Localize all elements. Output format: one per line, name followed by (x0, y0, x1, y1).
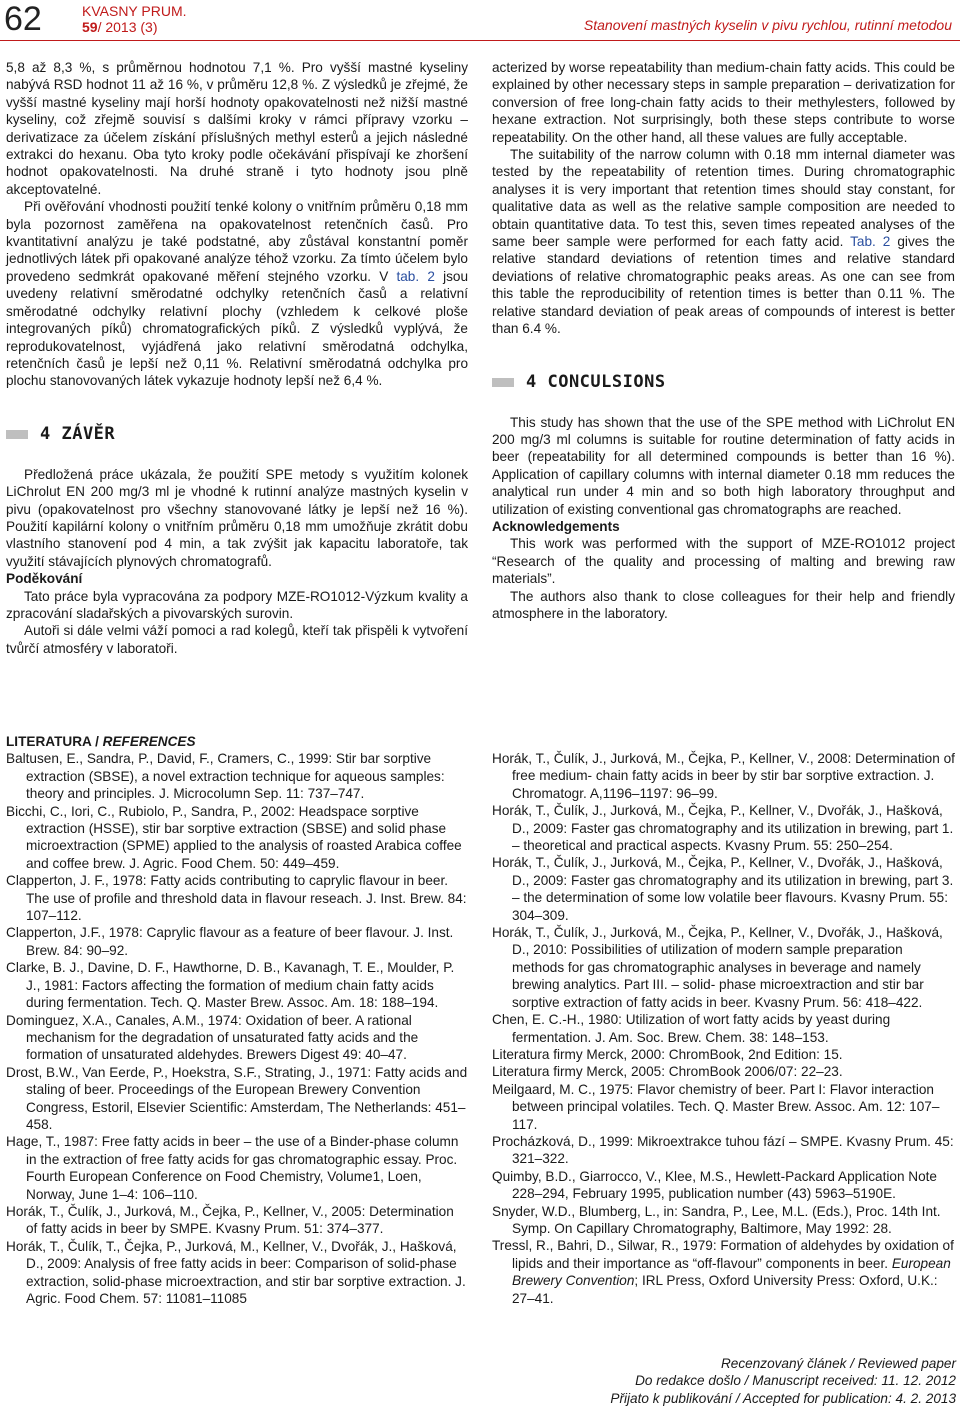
references-left (6, 733, 468, 1307)
reference-item: Horák, T., Čulík, J., Jurková, M., Čejka, P., Kellner, V., 2008: Determination of free medium- chain fatty acids in beer by stir bar sorptive extraction. J. Chromatogr. A,1196–1197: 96–99. (492, 751, 955, 801)
reference-item: Horák, T., Čulík, J., Jurková, M., Čejka, P., Kellner, V., 2005: Determination of fatty acids in beer by SMPE. Kvasny Prum. 51: 374–377. (6, 1203, 454, 1237)
reference-item: Dominguez, X.A., Canales, A.M., 1974: Oxidation of beer. A rational mechanism for the degradation of unsaturated fatty acids and the formation of unsaturated aldehydes. Brewers Digest 49: 40–47. (6, 1012, 419, 1063)
reference-item: Clapperton, J. F., 1978: Fatty acids contributing to caprylic flavour in beer. The use of profile and threshold data in flavour reseach. J. Inst. Brew. 84: 107–112. (6, 873, 467, 924)
references-title-en: REFERENCES (102, 734, 196, 749)
left-section-heading (6, 424, 468, 446)
left-paragraph-4: Tato práce byla vypracována za podpory MZE-RO1012-Výzkum kvality a zpracování sladařských a pivovarských surovin. (6, 588, 468, 621)
reference-item: Hage, T., 1987: Free fatty acids in beer – the use of a Binder-phase column in the extraction of free fatty acids for gas chromatographic essay. Proc. Fourth European Conference on Food Chemistry, Volume1, Loen, Norway, June 1–4: 106–110. (6, 1134, 459, 1202)
right-section-title: 4 CONCULSIONS (526, 371, 666, 392)
header-rule (0, 40, 960, 41)
reference-item: Baltusen, E., Sandra, P., David, F., Cramers, C., 1999: Stir bar sorptive extraction (SBSE), a novel extraction technique for aqueous samples: theory and principles. J. Microcolumn Sep. 11: 737–747. (6, 751, 445, 802)
journal-issue (82, 19, 187, 35)
review-footer (610, 1355, 956, 1407)
reference-item: Literatura firmy Merck, 2000: ChromBook, 2nd Edition: 15. (492, 1046, 843, 1062)
right-section-heading (492, 372, 955, 394)
reference-item: Clarke, B. J., Davine, D. F., Hawthorne, D. B., Kavanagh, T. E., Moulder, P. J., 1981: Factors affecting the formation of medium chain fatty acids during fermentation. Tech. Q. Master Brew. Assoc. Am. 18: 188–194. (6, 960, 455, 1011)
right-paragraph-1: acterized by worse repeatability than medium-chain fatty acids. This could be explained by other necessary steps in sample preparation – derivatization for conversion of free long-chain fatty acids to their methylesters, followed by hexane extraction. Not surprisingly, both these steps contribute to worse repeatability. On the other hand, all these values are fully acceptable. (492, 60, 955, 145)
left-table-ref: tab. 2 (396, 268, 435, 284)
left-paragraph-1: 5,8 až 8,3 %, s průměrnou hodnotou 7,1 %. Pro vyšší mastné kyseliny nabývá RSD hodnot 11 až 16 %, v průměru 12,8 %. Z výsledků je zřejmé, že vyšší mastné kyseliny mají horší hodnoty opakovatelnosti než nižší mastné kyseliny, což zřejmě souvisí s dalšími kroky v rámci přípravy vzorku – derivatizace za účelem získání příslušných methyl esterů a jejich následné extrakci do hexanu. Oba tyto kroky podle očekávání přispívají ke zhoršení hodnot opakovatelnosti. Na druhé straně i tyto hodnoty jsou plně akceptovatelné. (6, 60, 468, 197)
reference-item: Chen, E. C.-H., 1980: Utilization of wort fatty acids by yeast during fermentation. J. Am. Soc. Brew. Chem. 38: 148–153. (492, 1012, 891, 1045)
right-column (492, 59, 955, 622)
journal-volume: 59 (82, 19, 98, 35)
reference-item: Horák, T., Čulík, J., Jurková, M., Čejka, P., Kellner, V., Dvořák, J., Hašková, D., 2009: Faster gas chromatography and its utilization in brewing, part 3. – the determination of some low volatile beer flavours. Kvasny Prum. 55: 304–309. (492, 855, 954, 923)
ref-last-text-a: Tressl, R., Bahri, D., Silwar, R., 1979: Formation of aldehydes by oxidation of lipids and their importance as “off-flavour” components in beer. (492, 1238, 954, 1271)
reference-item: Horák, T., Čulík, T., Čejka, P., Jurková, M., Kellner, V., Dvořák, J., Hašková, D., 2009: Analysis of free fatty acids in beer: Comparison of solid-phase extraction, solid-phase microextraction, and stir bar sorptive extraction. J. Agric. Food Chem. 57: 11081–11085 (6, 1238, 466, 1306)
left-column (6, 59, 468, 657)
footer-accepted: Přijato k publikování / Accepted for publication: 4. 2. 2013 (610, 1390, 956, 1406)
left-p2-text-a: Při ověřování vhodnosti použití tenké kolony o vnitřním průměru 0,18 mm byla pozornost zaměřena na opakovatelnost retenčních časů. Pro kvantitativní analýzu je také podstatné, aby zůstával konstantní poměr jednotlivých látek při opakované analýze téhož vzorku. Za tímto účelem bylo provedeno sedmkrát opakované měření stejného vzorku. V (6, 199, 468, 284)
footer-received: Do redakce došlo / Manuscript received: 11. 12. 2012 (635, 1373, 956, 1389)
journal-block (82, 3, 187, 35)
right-table-ref: Tab. 2 (850, 234, 891, 250)
reference-item: Procházková, D., 1999: Mikroextrakce tuhou fází – SMPE. Kvasny Prum. 45: 321–322. (492, 1133, 954, 1167)
left-paragraph-5: Autoři si dále velmi váží pomoci a rad kolegů, kteří tak přispěli k vytvoření tvůrčí atmosféry v laboratoři. (6, 623, 468, 656)
reference-item: Bicchi, C., Iori, C., Rubiolo, P., Sandra, P., 2002: Headspace sorptive extraction (HSSE), stir bar sorptive extraction (SBSE) and solid phase microextraction (SPME) applied to the analysis of roasted Arabica coffee and coffee brew. J. Agric. Food Chem. 50: 449–459. (6, 803, 462, 871)
running-title: Stanovení mastných kyselin v pivu rychlou, rutinní metodou (583, 17, 952, 33)
left-ack-title: Poděkování (6, 571, 83, 587)
reference-item: Drost, B.W., Van Eerde, P., Hoekstra, S.F., Strating, J., 1971: Fatty acids and staling of beer. Proceedings of the European Brewery Convention Congress, Estoril, Elsevier Scientific: Amsterdam, The Netherlands: 451–458. (6, 1064, 468, 1132)
reference-item-last (492, 1237, 955, 1307)
section-marker-icon (6, 430, 28, 439)
page-header (0, 0, 960, 40)
left-paragraph-2 (6, 198, 468, 389)
right-paragraph-5: The authors also thank to close colleagues for their help and friendly atmosphere in the laboratory. (492, 588, 955, 621)
right-ack-title: Acknowledgements (492, 518, 620, 534)
left-paragraph-3: Předložená práce ukázala, že použití SPE metody s využitím kolonek LiChrolut EN 200 mg/3 ml je vhodné k rutinní analýze mastných kyselin v pivu (opakovatelnost pro všechny stanovované látky je lepší než 16 %). Použití kapilární kolony o vnitřním průměru 0,18 mm umožňuje zkrátit dobu vlastního stanovení pod 4 min, a tak zvýšit jak kapacitu laboratoře, tak využití stávajících plynových chromatografů. (6, 466, 468, 569)
reference-item: Clapperton, J.F., 1978: Caprylic flavour as a feature of beer flavour. J. Inst. Brew. 84: 90–92. (6, 925, 454, 958)
journal-name: KVASNY PRUM. (82, 3, 187, 19)
left-p2-text-b: jsou uvedeny relativní směrodatné odchylky retenčních časů a relativní směrodatné odchylky relativní plochy (vzhledem k celkové ploše integrovaných píků) chromatografických píků. Z výsledků vyplývá, že reprodukovatelnost, vyjádřená jako relativní směrodatná odchylka, retenčních časů je lepší než 0,11 %. Relativní směrodatná odchylka pro plochu stanovovaných látek vykazuje hodnoty lepší než 6,4 %. (6, 268, 469, 389)
right-paragraph-2 (492, 146, 955, 337)
reference-item: Literatura firmy Merck, 2005: ChromBook 2006/07: 22–23. (492, 1064, 843, 1080)
right-paragraph-4: This work was performed with the support of MZE-RO1012 project “Research of the quality and processing of malting and brewing raw materials”. (492, 536, 955, 587)
references-title-cz: LITERATURA / (6, 734, 103, 749)
references-title (6, 733, 468, 750)
ref-last-text-b: ; IRL Press, Oxford University Press: Oxford, U.K.: 27–41. (512, 1273, 938, 1306)
footer-reviewed: Recenzovaný článek / Reviewed paper (720, 1356, 956, 1371)
right-paragraph-3: This study has shown that the use of the SPE method with LiChrolut EN 200 mg/3 ml columns is suitable for routine determination of fatty acids in beer (repeatability for all determined compounds is better than 16 %). Application of capillary columns with internal diameter 0.18 mm reduces the analytical run under 4 min and so both high laboratory throughput and utilization of existing conventional gas chromatographs are reached. (492, 414, 955, 517)
right-p2-text-b: gives the relative standard deviations of retention times and relative standard deviations of relative chromatographic peaks areas. As one can see from this table the reproducibility of retention times is better than 0.11 %. The relative standard deviation of peak areas of compounds of interest is better than 6.4 %. (492, 234, 955, 337)
reference-item: Meilgaard, M. C., 1975: Flavor chemistry of beer. Part I: Flavor interaction between principal volatiles. Tech. Q. Master Brew. Assoc. Am. 12: 107–117. (492, 1081, 940, 1132)
reference-item: Snyder, W.D., Blumberg, L., in: Sandra, P., Lee, M.L. (Eds.), Proc. 14th Int. Symp. On Capillary Chromatography, Baltimore, May 1992: 28. (492, 1203, 941, 1236)
reference-item: Quimby, B.D., Giarrocco, V., Klee, M.S., Hewlett-Packard Application Note 228–294, February 1995, publication number (43) 5963–5190E. (492, 1168, 937, 1202)
left-section-title: 4 ZÁVĚR (40, 424, 116, 445)
right-p2-text-a: The suitability of the narrow column with 0.18 mm internal diameter was tested by the repeatability of retention times. During chromatographic analyses it is very important that retention times should stay constant, for qualitative data as well as the relative sample composition are needed to obtain quantitative data. To test this, seven times repeated analyses of the same beer sample were performed for each fatty acid. (492, 147, 955, 250)
references-right (492, 750, 955, 1307)
section-marker-icon (492, 378, 514, 387)
journal-issue-rest: / 2013 (3) (97, 19, 158, 35)
page-number: 62 (4, 0, 42, 38)
reference-item: Horák, T., Čulík, J., Jurková, M., Čejka, P., Kellner, V., Dvořák, J., Hašková, D., 2009: Faster gas chromatography and its utilization in brewing, part 1. – theoretical and practical aspects. Kvasny Prum. 55: 250–254. (492, 803, 954, 854)
ref-last-em: European Brewery Convention (512, 1255, 951, 1289)
reference-item: Horák, T., Čulík, J., Jurková, M., Čejka, P., Kellner, V., Dvořák, J., Hašková, D., 2010: Possibilities of utilization of modern sample preparation methods for gas chromatographic analyses in beverage and namely brewing analytics. Part III. – solid- phase microextraction and stir bar sorptive extraction of fatty acids in beer. Kvasny Prum. 56: 418–422. (492, 925, 943, 1010)
